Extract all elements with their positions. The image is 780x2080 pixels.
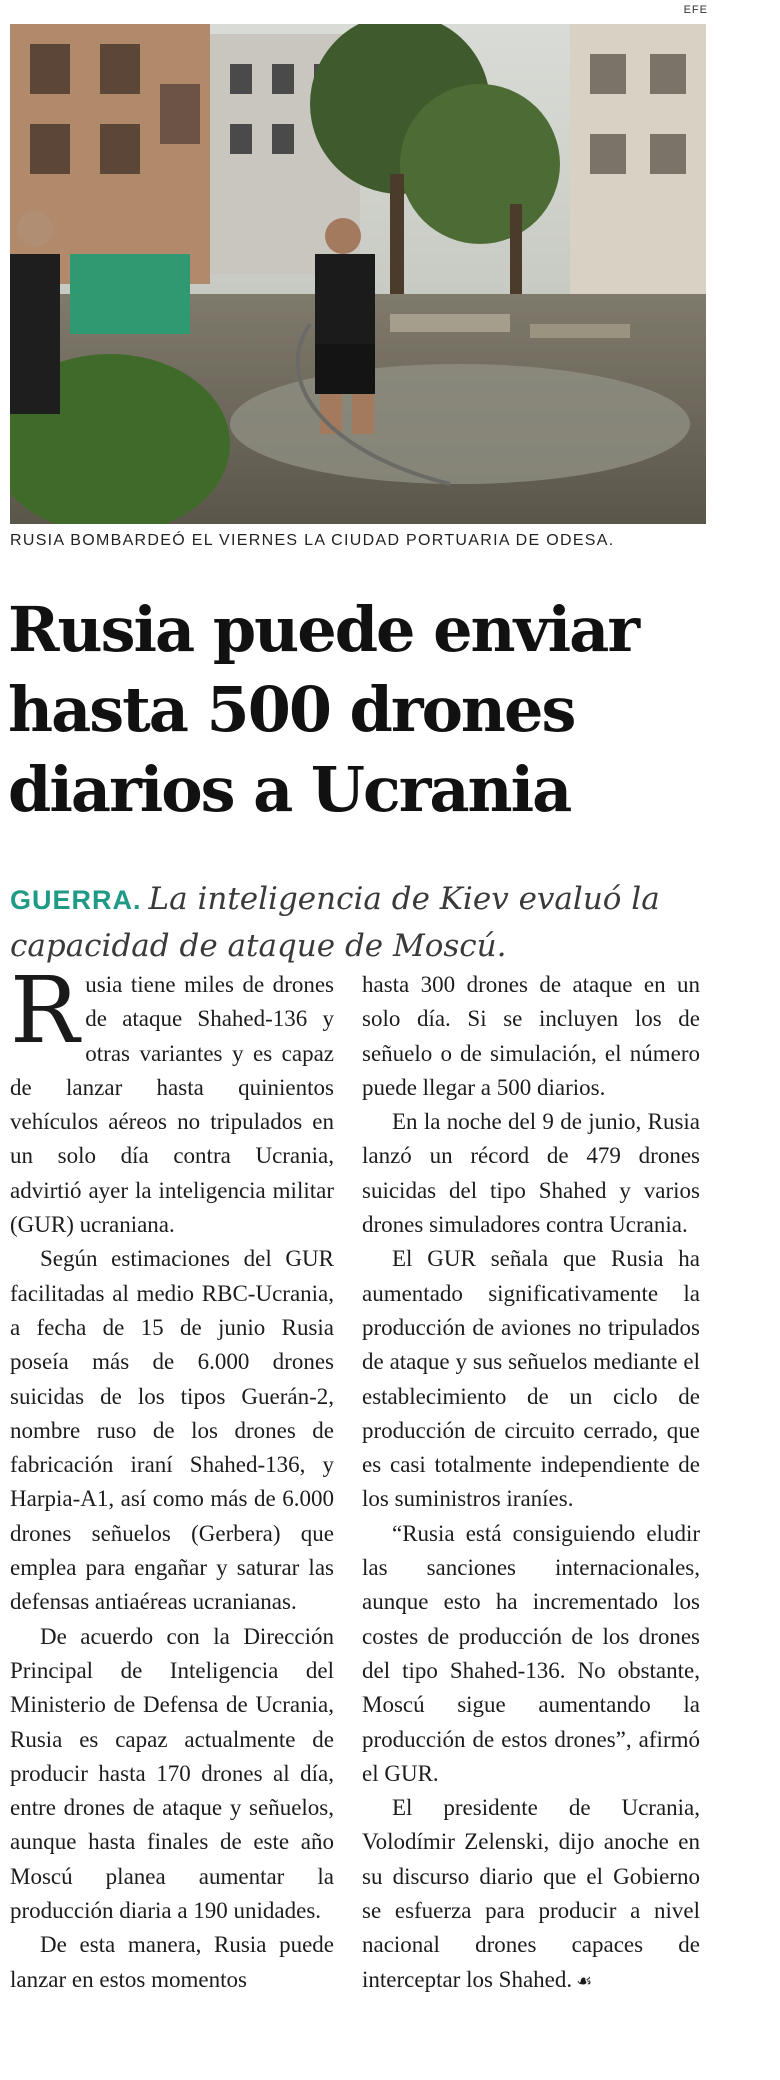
article-column-right	[362, 968, 700, 1999]
paragraph-5: hasta 300 drones de ataque en un solo día. Si se incluyen los de señuelo o de simulación, el número puede llegar a 500 diarios.	[362, 972, 700, 1100]
paragraph-1-text: usia tiene miles de drones de ataque Shahed-136 y otras variantes y es capaz de lanzar hasta quinientos vehículos aéreos no tripulados en un solo día contra Ucrania, advirtió ayer la inteligencia militar (GUR) ucraniana.	[10, 972, 334, 1238]
photo-credit: EFE	[683, 4, 708, 16]
paragraph-8: “Rusia está consiguiendo eludir las sanciones internacionales, aunque esto ha incrementado los costes de producción de los drones del tipo Shahed-136. No obstante, Moscú sigue aumentando la producción de estos drones”, afirmó el GUR.	[362, 1520, 700, 1786]
paragraph-9-text: El presidente de Ucrania, Volodímir Zelenski, dijo anoche en su discurso diario que el Gobierno se esfuerza para producir a nivel nacional drones capaces de interceptar los Shahed.	[362, 1795, 700, 1992]
headline: Rusia puede enviar hasta 500 drones diarios a Ucrania	[8, 593, 639, 826]
section-tag-dot: .	[133, 885, 141, 915]
paragraph-3: De acuerdo con la Dirección Principal de Inteligencia del Ministerio de Defensa de Ucrania, Rusia es capaz actualmente de producir hasta 170 drones al día, entre drones de ataque y señuelos, aunque hasta finales de este año Moscú planea aumentar la producción diaria a 190 unidades.	[10, 1623, 334, 1924]
paragraph-4: De esta manera, Rusia puede lanzar en estos momentos	[10, 1932, 334, 1992]
photo-caption: RUSIA BOMBARDEÓ EL VIERNES LA CIUDAD PORTUARIA DE ODESA.	[10, 532, 615, 549]
subheadline	[10, 876, 710, 969]
drop-cap: R	[10, 957, 80, 1064]
paragraph-9	[362, 1791, 700, 1999]
section-tag: GUERRA	[10, 885, 134, 915]
article-column-left	[10, 957, 334, 1997]
paragraph-2: Según estimaciones del GUR facilitadas al medio RBC-Ucrania, a fecha de 15 de junio Rusia poseía más de 6.000 drones suicidas de los tipos Guerán-2, nombre ruso de los drones de fabricación iraní Shahed-136, y Harpia-A1, así como más de 6.000 drones señuelos (Gerbera) que emplea para engañar y saturar las defensas antiaéreas ucranianas.	[10, 1246, 334, 1615]
paragraph-1	[10, 957, 334, 1242]
end-mark-icon: ☙	[576, 1970, 593, 1992]
paragraph-6: En la noche del 9 de junio, Rusia lanzó un récord de 479 drones suicidas del tipo Shahed y varios drones simuladores contra Ucrania.	[362, 1109, 700, 1238]
paragraph-7: El GUR señala que Rusia ha aumentado significativamente la producción de aviones no tripulados de ataque y sus señuelos mediante el establecimiento de un ciclo de producción de circuito cerrado, que es casi totalmente independiente de los suministros iraníes.	[362, 1246, 700, 1512]
news-photo	[10, 24, 706, 524]
street-scene-illustration	[10, 24, 706, 524]
subheadline-text: La inteligencia de Kiev evaluó la capacidad de ataque de Moscú.	[10, 881, 660, 964]
